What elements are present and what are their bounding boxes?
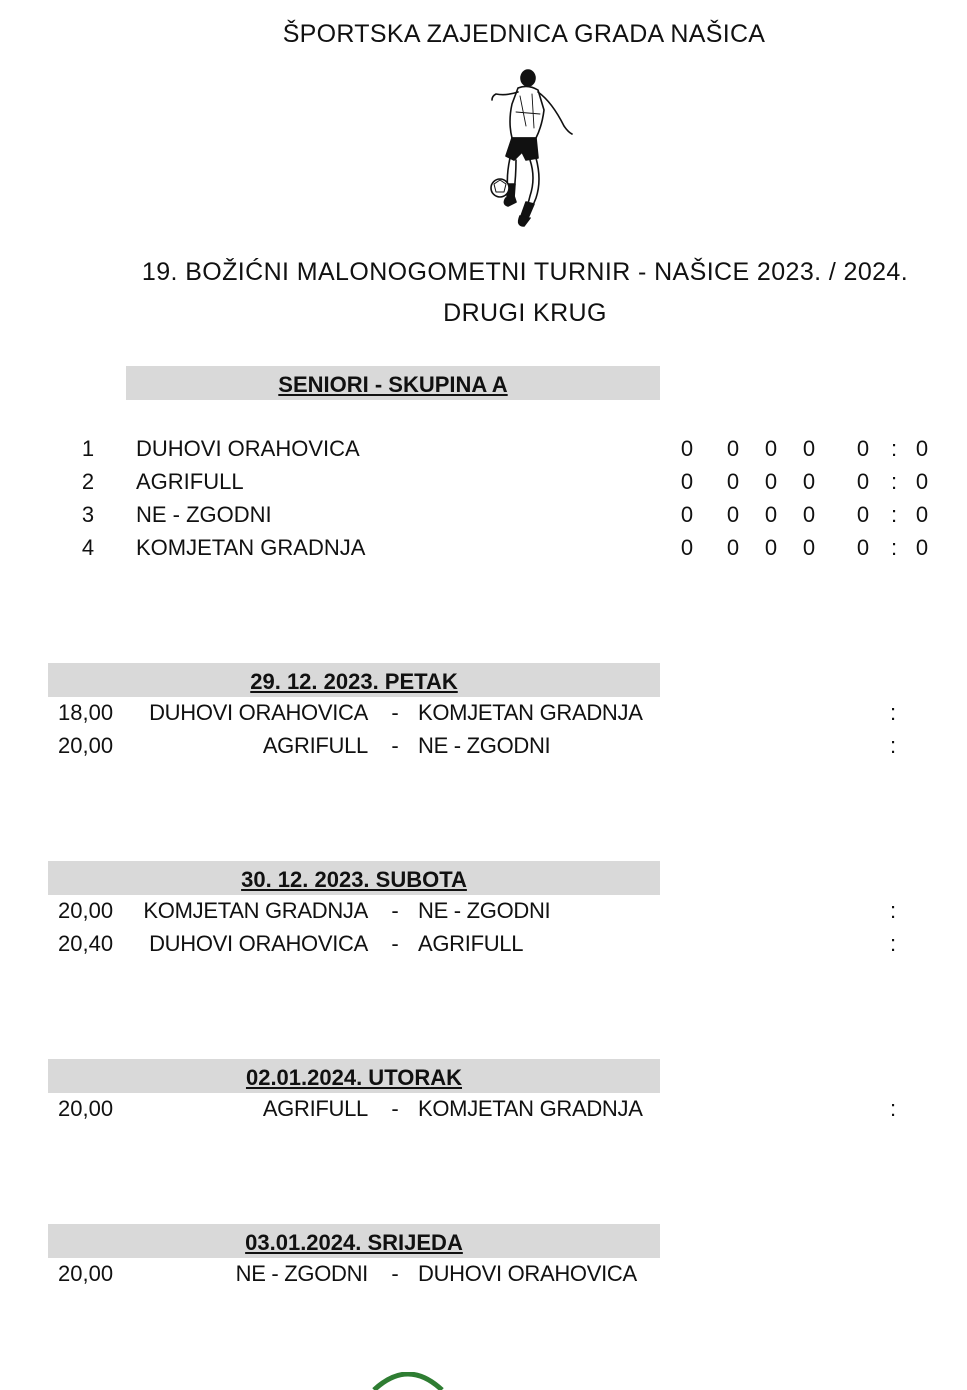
group-header xyxy=(126,366,660,400)
goals-separator: : xyxy=(890,502,898,527)
stat-cell: 0 xyxy=(680,436,694,461)
match-time: 20,00 xyxy=(58,733,114,758)
standings-row xyxy=(0,436,967,469)
match-row xyxy=(0,733,967,766)
goals-against: 0 xyxy=(915,502,929,527)
home-team: AGRIFULL xyxy=(262,733,368,758)
away-team: KOMJETAN GRADNJA xyxy=(418,700,643,725)
standing-team: AGRIFULL xyxy=(136,469,244,494)
stat-cell: 0 xyxy=(726,502,740,527)
away-team: KOMJETAN GRADNJA xyxy=(418,1096,643,1121)
away-team: DUHOVI ORAHOVICA xyxy=(418,1261,637,1286)
match-day-header xyxy=(48,1059,660,1093)
match-row xyxy=(0,700,967,733)
stat-cell: 0 xyxy=(802,469,816,494)
stat-cell: 0 xyxy=(764,469,778,494)
match-day-date: 03.01.2024. SRIJEDA xyxy=(245,1230,463,1255)
match-dash: - xyxy=(391,733,399,758)
stat-cell: 0 xyxy=(726,436,740,461)
match-day-header xyxy=(48,1224,660,1258)
match-time: 20,40 xyxy=(58,931,114,956)
match-row xyxy=(0,931,967,964)
football-player-icon xyxy=(482,66,580,232)
goals-against: 0 xyxy=(915,535,929,560)
home-team: DUHOVI ORAHOVICA xyxy=(149,700,368,725)
score-separator: : xyxy=(889,1096,897,1121)
standing-team: DUHOVI ORAHOVICA xyxy=(136,436,360,461)
tournament-title: 19. BOŽIĆNI MALONOGOMETNI TURNIR - NAŠICE 2023. / 2024. xyxy=(141,258,909,286)
match-time: 18,00 xyxy=(58,700,114,725)
match-time: 20,00 xyxy=(58,898,114,923)
away-team: NE - ZGODNI xyxy=(418,733,551,758)
stat-cell: 0 xyxy=(764,535,778,560)
goals-against: 0 xyxy=(915,436,929,461)
away-team: NE - ZGODNI xyxy=(418,898,551,923)
match-row xyxy=(0,1261,967,1294)
score-separator: : xyxy=(889,898,897,923)
match-dash: - xyxy=(391,898,399,923)
goals-separator: : xyxy=(890,535,898,560)
standing-rank: 2 xyxy=(81,469,95,494)
standing-rank: 4 xyxy=(81,535,95,560)
home-team: KOMJETAN GRADNJA xyxy=(143,898,368,923)
home-team: DUHOVI ORAHOVICA xyxy=(149,931,368,956)
stat-cell: 0 xyxy=(680,535,694,560)
stat-cell: 0 xyxy=(726,469,740,494)
goals-for: 0 xyxy=(856,502,870,527)
organization-title: ŠPORTSKA ZAJEDNICA GRADA NAŠICA xyxy=(282,20,766,48)
goals-for: 0 xyxy=(856,535,870,560)
away-team: AGRIFULL xyxy=(418,931,524,956)
standings-row xyxy=(0,535,967,568)
standing-team: KOMJETAN GRADNJA xyxy=(136,535,366,560)
match-day-header xyxy=(48,663,660,697)
stat-cell: 0 xyxy=(764,502,778,527)
goals-against: 0 xyxy=(915,469,929,494)
stat-cell: 0 xyxy=(726,535,740,560)
match-day-header xyxy=(48,861,660,895)
round-subtitle: DRUGI KRUG xyxy=(443,299,607,327)
match-dash: - xyxy=(391,1096,399,1121)
match-time: 20,00 xyxy=(58,1261,114,1286)
score-separator: : xyxy=(889,700,897,725)
match-dash: - xyxy=(391,1261,399,1286)
match-dash: - xyxy=(391,700,399,725)
goals-separator: : xyxy=(890,436,898,461)
standing-team: NE - ZGODNI xyxy=(136,502,272,527)
standing-rank: 1 xyxy=(81,436,95,461)
group-name: SENIORI - SKUPINA A xyxy=(278,372,508,397)
home-team: AGRIFULL xyxy=(262,1096,368,1121)
goals-separator: : xyxy=(890,469,898,494)
stat-cell: 0 xyxy=(680,469,694,494)
match-day-date: 02.01.2024. UTORAK xyxy=(245,1065,463,1090)
match-day-date: 30. 12. 2023. SUBOTA xyxy=(241,867,467,892)
score-separator: : xyxy=(889,931,897,956)
standings-row xyxy=(0,469,967,502)
goals-for: 0 xyxy=(856,469,870,494)
match-dash: - xyxy=(391,931,399,956)
match-day-date: 29. 12. 2023. PETAK xyxy=(250,669,458,694)
match-row xyxy=(0,898,967,931)
home-team: NE - ZGODNI xyxy=(235,1261,368,1286)
stat-cell: 0 xyxy=(680,502,694,527)
stat-cell: 0 xyxy=(764,436,778,461)
score-separator: : xyxy=(889,733,897,758)
goals-for: 0 xyxy=(856,436,870,461)
standing-rank: 3 xyxy=(81,502,95,527)
match-time: 20,00 xyxy=(58,1096,114,1121)
stat-cell: 0 xyxy=(802,436,816,461)
stat-cell: 0 xyxy=(802,502,816,527)
standings-row xyxy=(0,502,967,535)
stat-cell: 0 xyxy=(802,535,816,560)
match-row xyxy=(0,1096,967,1129)
club-logo-icon xyxy=(370,1372,446,1390)
